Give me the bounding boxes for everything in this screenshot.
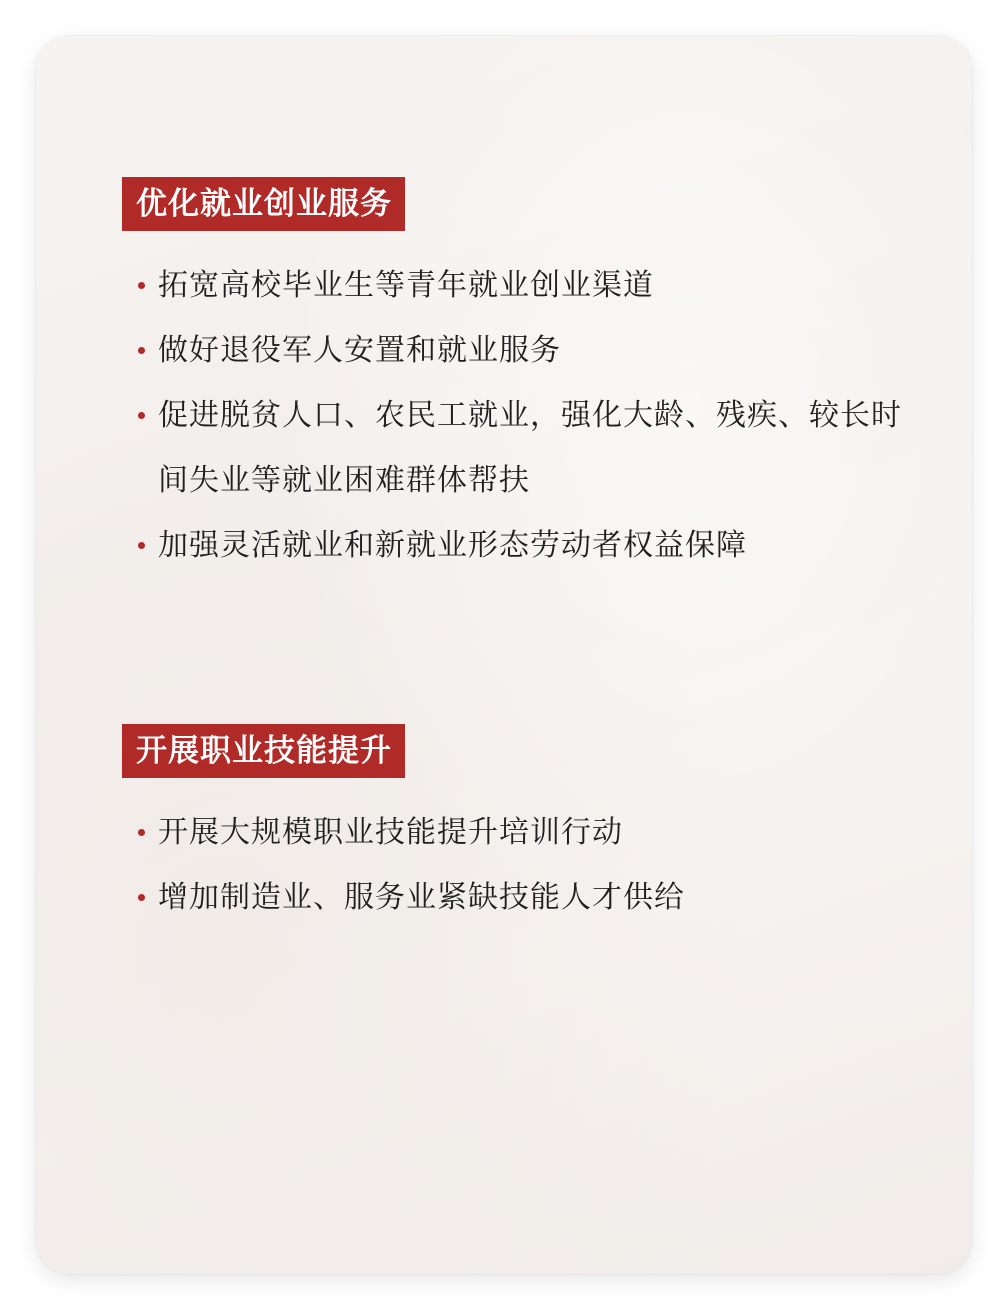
section-title: 优化就业创业服务 bbox=[122, 177, 405, 231]
list-item-text: 促进脱贫人口、农民工就业，强化大龄、残疾、较长时间失业等就业困难群体帮扶 bbox=[158, 398, 902, 498]
list-item bbox=[122, 383, 922, 513]
section-employment-services bbox=[122, 177, 922, 578]
list-item-text: 开展大规模职业技能提升培训行动 bbox=[158, 815, 623, 850]
bullet-dot-icon bbox=[138, 282, 145, 289]
bullet-dot-icon bbox=[138, 894, 145, 901]
section-title: 开展职业技能提升 bbox=[122, 724, 405, 778]
bullet-dot-icon bbox=[138, 347, 145, 354]
content-card bbox=[36, 36, 972, 1274]
list-item bbox=[122, 513, 922, 578]
section-vocational-skills bbox=[122, 724, 922, 930]
list-item bbox=[122, 865, 922, 930]
bullet-dot-icon bbox=[138, 829, 145, 836]
bullet-dot-icon bbox=[138, 412, 145, 419]
list-item-text: 拓宽高校毕业生等青年就业创业渠道 bbox=[158, 268, 654, 303]
list-item bbox=[122, 800, 922, 865]
list-item-text: 做好退役军人安置和就业服务 bbox=[158, 333, 561, 368]
bullet-list bbox=[122, 253, 922, 578]
list-item bbox=[122, 318, 922, 383]
list-item-text: 增加制造业、服务业紧缺技能人才供给 bbox=[158, 880, 685, 915]
list-item-text: 加强灵活就业和新就业形态劳动者权益保障 bbox=[158, 528, 747, 563]
bullet-dot-icon bbox=[138, 542, 145, 549]
list-item bbox=[122, 253, 922, 318]
bullet-list bbox=[122, 800, 922, 930]
